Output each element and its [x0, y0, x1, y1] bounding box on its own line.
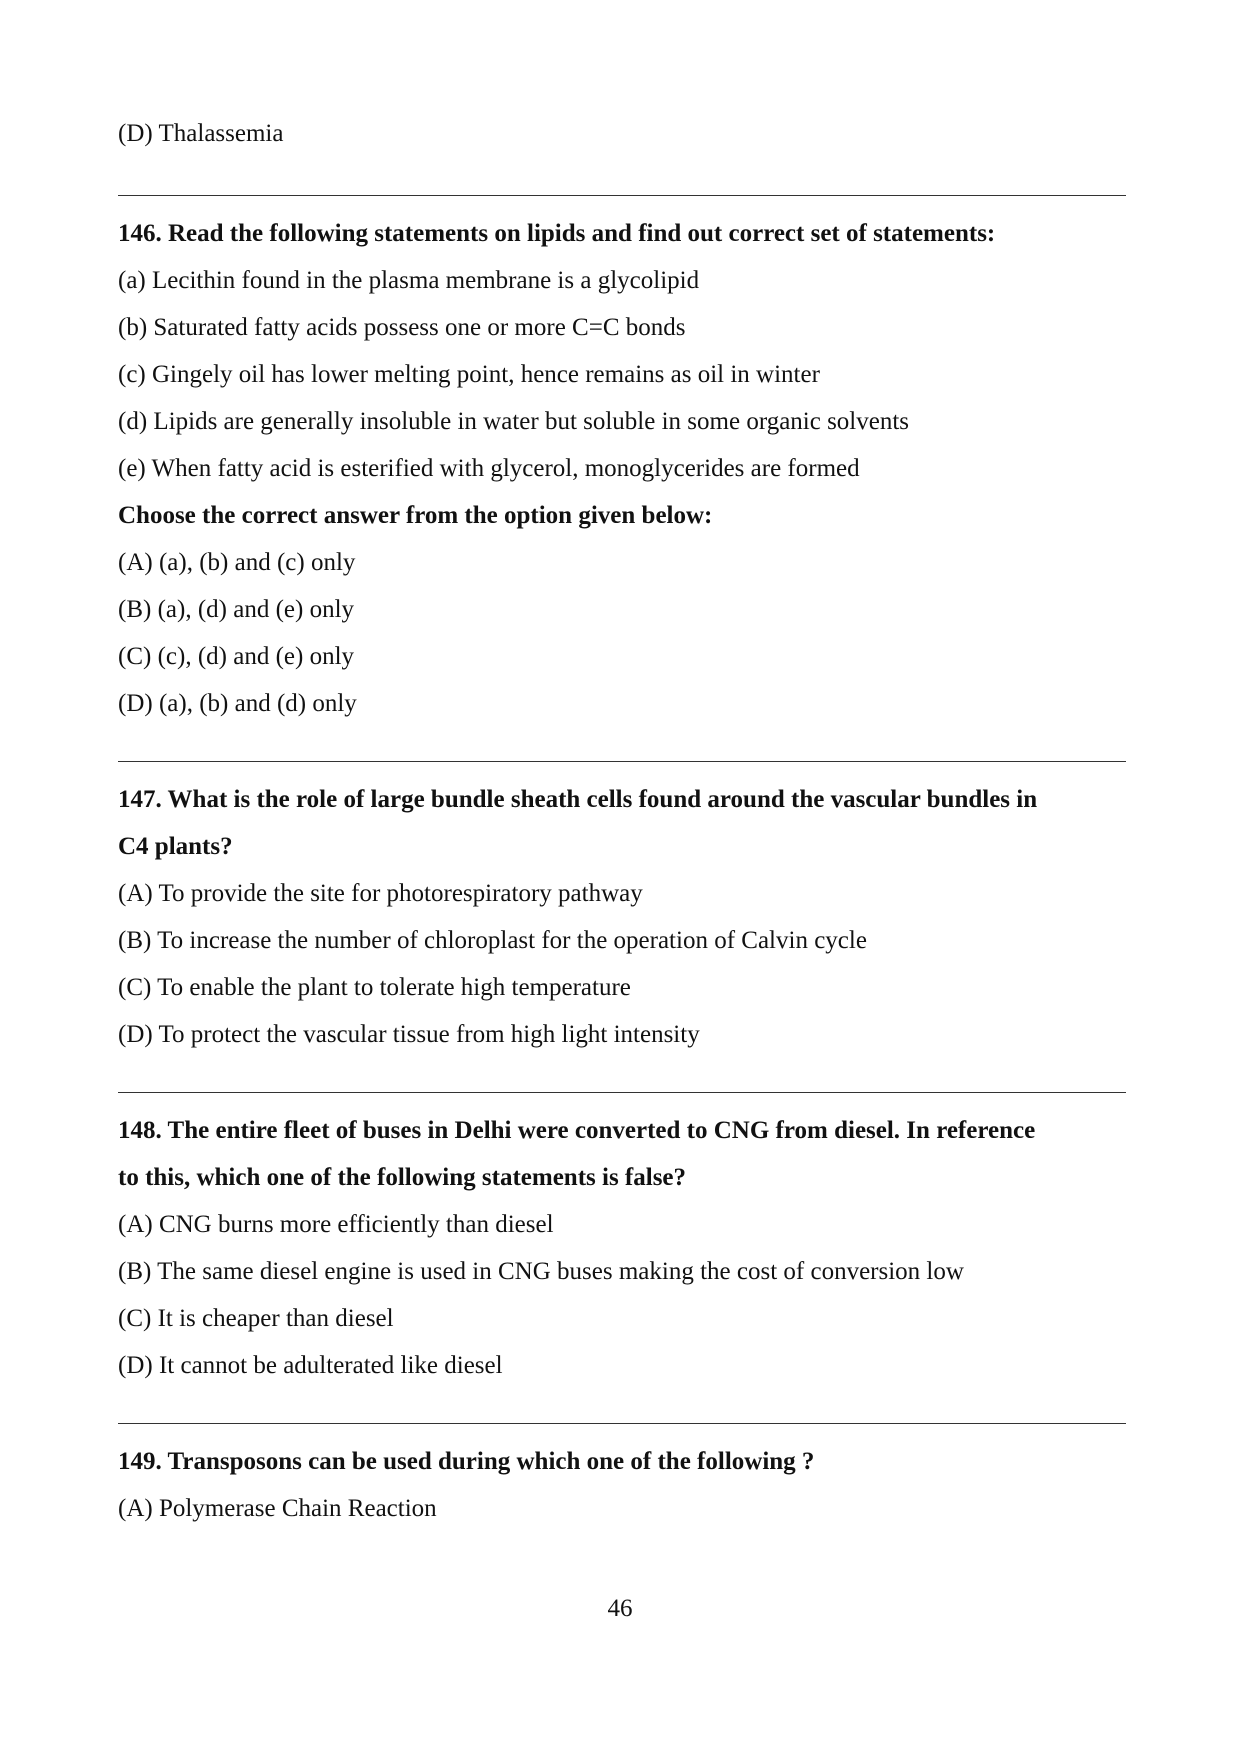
option-c: (C) (c), (d) and (e) only — [118, 643, 355, 670]
question-149-title: 149. Transposons can be used during which one of the following ? — [118, 1448, 815, 1475]
option-c: (C) To enable the plant to tolerate high temperature — [118, 974, 631, 1001]
question-147-title-line1: 147. What is the role of large bundle sheath cells found around the vascular bundles in — [118, 786, 1038, 813]
answer-prompt: Choose the correct answer from the option given below: — [118, 502, 713, 529]
option-a: (A) CNG burns more efficiently than diesel — [118, 1211, 554, 1238]
divider — [118, 1092, 1126, 1093]
prev-question-option-d: (D) Thalassemia — [118, 120, 284, 147]
statement-b: (b) Saturated fatty acids possess one or more C=C bonds — [118, 314, 686, 341]
question-146 — [118, 210, 1126, 727]
option-d: (D) (a), (b) and (d) only — [118, 690, 357, 717]
option-b: (B) To increase the number of chloroplast for the operation of Calvin cycle — [118, 927, 867, 954]
divider — [118, 1423, 1126, 1424]
statement-e: (e) When fatty acid is esterified with glycerol, monoglycerides are formed — [118, 455, 860, 482]
option-b: (B) (a), (d) and (e) only — [118, 596, 355, 623]
option-a: (A) (a), (b) and (c) only — [118, 549, 356, 576]
option-a: (A) Polymerase Chain Reaction — [118, 1495, 437, 1522]
divider — [118, 761, 1126, 762]
option-b: (B) The same diesel engine is used in CNG buses making the cost of conversion low — [118, 1258, 964, 1285]
question-147-title-line2: C4 plants? — [118, 833, 233, 860]
option-a: (A) To provide the site for photorespiratory pathway — [118, 880, 643, 907]
question-148-title-line1: 148. The entire fleet of buses in Delhi were converted to CNG from diesel. In reference — [118, 1117, 1036, 1144]
question-147 — [118, 776, 1126, 1058]
question-149 — [118, 1438, 1126, 1532]
option-c: (C) It is cheaper than diesel — [118, 1305, 394, 1332]
statement-c: (c) Gingely oil has lower melting point, hence remains as oil in winter — [118, 361, 820, 388]
question-146-title: 146. Read the following statements on lipids and find out correct set of statements: — [118, 220, 996, 247]
page-number: 46 — [607, 1595, 633, 1622]
question-page — [118, 110, 1126, 1532]
option-d: (D) It cannot be adulterated like diesel — [118, 1352, 503, 1379]
divider — [118, 195, 1126, 196]
statement-d: (d) Lipids are generally insoluble in water but soluble in some organic solvents — [118, 408, 910, 435]
question-148-title-line2: to this, which one of the following statements is false? — [118, 1164, 687, 1191]
statement-a: (a) Lecithin found in the plasma membrane is a glycolipid — [118, 267, 700, 294]
question-148 — [118, 1107, 1126, 1389]
option-d: (D) To protect the vascular tissue from high light intensity — [118, 1021, 700, 1048]
